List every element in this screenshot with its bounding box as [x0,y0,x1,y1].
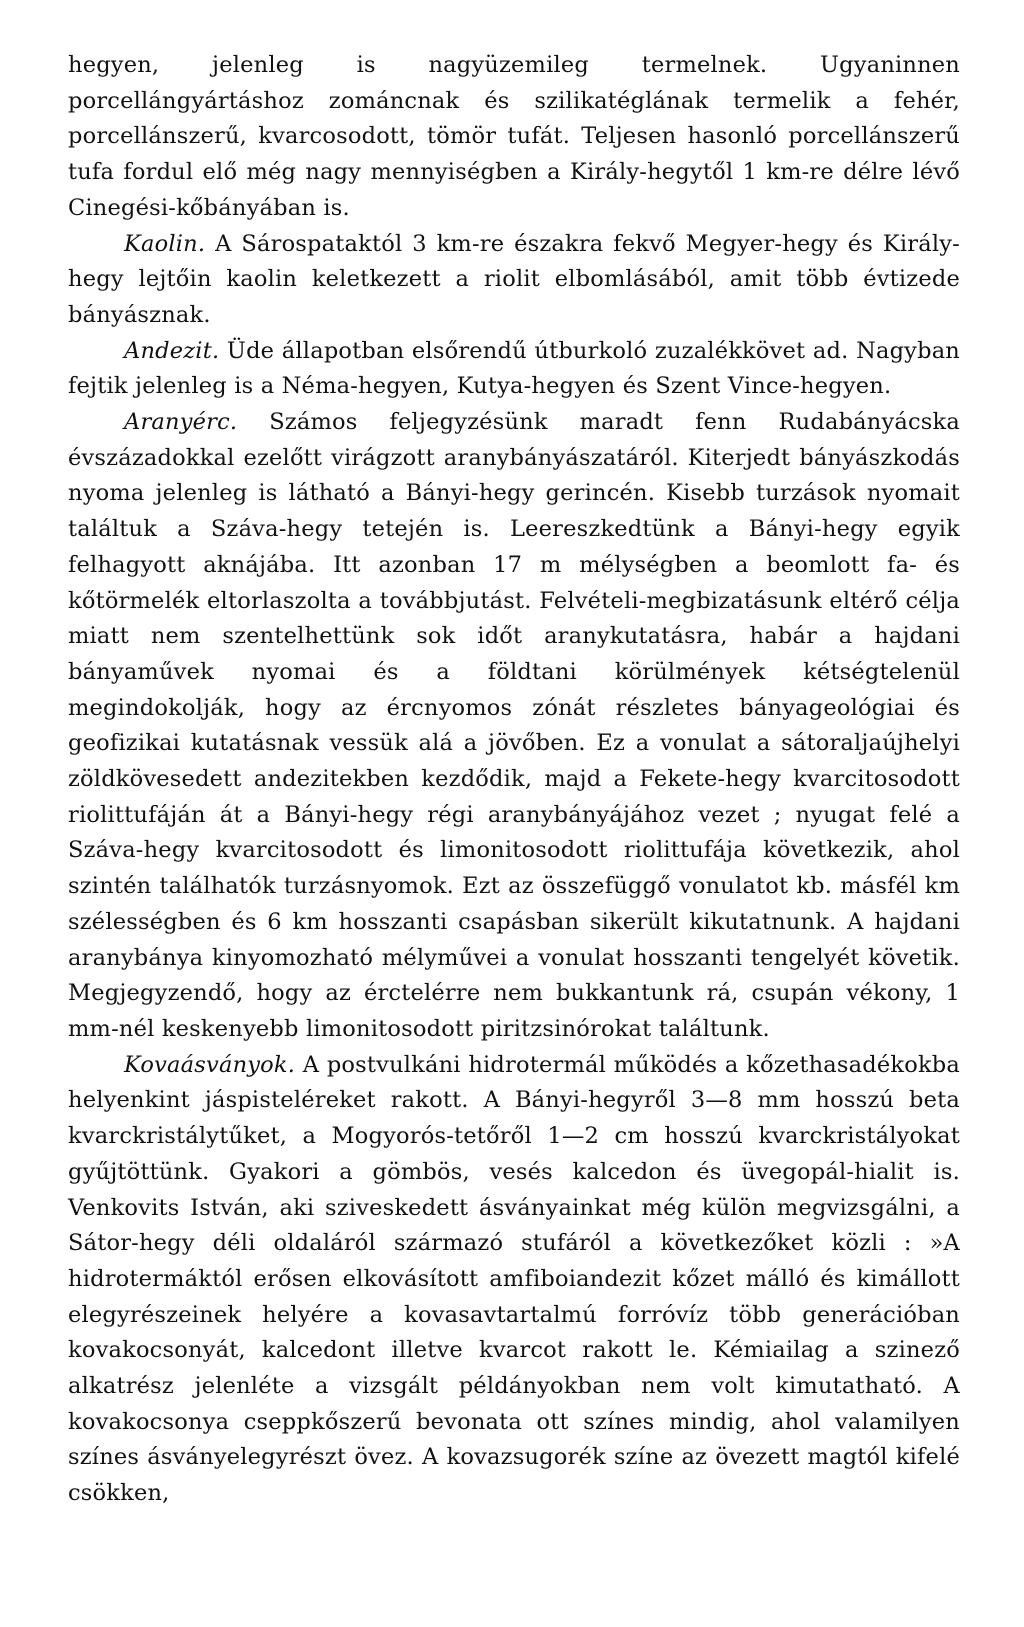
paragraph-intro-text: hegyen, jelenleg is nagyüzemileg termelnek. Ugyaninnen porcellángyártáshoz zománcnak és szilikatéglának termelik a fehér, porcellánszerű, kvarcosodott, tömör tufát. Teljesen hasonló porcellánszerű tufa fordul elő még nagy mennyiségben a Király-hegytől 1 km-re délre lévő Cinegési-kőbányában is. [68,52,960,221]
section-heading-andezit: Andezit. [124,337,220,364]
section-heading-kovaasvanyok: Kovaásványok. [124,1051,296,1078]
paragraph-andezit [68,334,960,405]
paragraph-intro [68,48,960,227]
paragraph-kaolin-text: A Sárospataktól 3 km-re északra fekvő Megyer-hegy és Király-hegy lejtőin kaolin keletkezett a riolit elbomlásából, amit több évtizede bányásznak. [68,230,960,328]
paragraph-kovaasvanyok-text: A postvulkáni hidrotermál működés a kőzethasadékokba helyenkint jáspisteléreket rakott. A Bányi-hegyről 3—8 mm hosszú beta kvarckristálytűket, a Mogyorós-tetőről 1—2 cm hosszú kvarckristályokat gyűjtöttünk. Gyakori a gömbös, vesés kalcedon és üvegopál-hialit is. Venkovits István, aki sziveskedett ásványainkat még külön megvizsgálni, a Sátor-hegy déli oldaláról származó stufáról a következőket közli : »A hidrotermáktól erősen elkovásított amfiboiandezit kőzet málló és kimállott elegyrészeinek helyére a kovasavtartalmú forróvíz több generációban kovakocsonyát, kalcedont illetve kvarcot rakott le. Kémiailag a szinező alkatrész jelenléte a vizsgált példányokban nem volt kimutatható. A kovakocsonya cseppkőszerű bevonata ott színes mindig, ahol valamilyen színes ásványelegyrészt övez. A kovazsugorék színe az övezett magtól kifelé csökken, [68,1051,960,1507]
paragraph-aranyerc-text: Számos feljegyzésünk maradt fenn Rudabányácska évszázadokkal ezelőtt virágzott aranybányászatáról. Kiterjedt bányászkodás nyoma jelenleg is látható a Bányi-hegy gerincén. Kisebb turzások nyomait találtuk a Száva-hegy tetején is. Leereszkedtünk a Bányi-hegy egyik felhagyott aknájába. Itt azonban 17 m mélységben a beomlott fa- és kőtörmelék eltorlaszolta a továbbjutást. Felvételi-megbizatásunk eltérő célja miatt nem szentelhettünk sok időt aranykutatásra, habár a hajdani bányaművek nyomai és a földtani körülmények kétségtelenül megindokolják, hogy az ércnyomos zónát részletes bányageológiai és geofizikai kutatásnak vessük alá a jövőben. Ez a vonulat a sátoraljaújhelyi zöldkövesedett andezitekben kezdődik, majd a Fekete-hegy kvarcitosodott riolittufáján át a Bányi-hegy régi aranybányájához vezet ; nyugat felé a Száva-hegy kvarcitosodott és limonitosodott riolittufája következik, ahol szintén találhatók turzásnyomok. Ezt az összefüggő vonulatot kb. másfél km szélességben és 6 km hosszanti csapásban sikerült kikutatnunk. A hajdani aranybánya kinyomozható mélyművei a vonulat hosszanti tengelyét követik. Megjegyzendő, hogy az érctelérre nem bukkantunk rá, csupán vékony, 1 mm-nél keskenyebb limonitosodott piritzsinórokat találtunk. [68,409,960,1042]
paragraph-kovaasvanyok [68,1048,960,1512]
section-heading-kaolin: Kaolin. [124,230,206,257]
section-heading-aranyerc: Aranyérc. [124,409,238,436]
paragraph-aranyerc [68,405,960,1048]
paragraph-andezit-text: Üde állapotban elsőrendű útburkoló zuzalékkövet ad. Nagyban fejtik jelenleg is a Néma-hegyen, Kutya-hegyen és Szent Vince-hegyen. [68,337,960,400]
paragraph-kaolin [68,227,960,334]
